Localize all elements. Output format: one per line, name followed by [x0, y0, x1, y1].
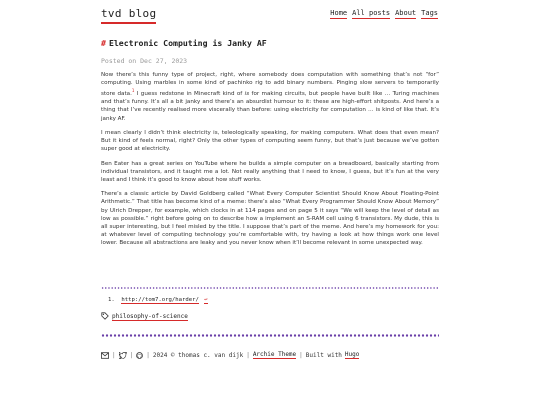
paragraph-1 — [101, 71, 439, 123]
paragraph-3: Ben Eater has a great series on YouTube where he builds a simple computer on a breadboard, basically starting from individual transistors, and it taught me a lot. Not really anything that I need to know, I guess, but it’s fun at the very least and I think it’s good to know about how stuff works. — [101, 160, 439, 183]
footer-separator: | — [129, 351, 134, 359]
post-tags — [101, 312, 188, 322]
paragraph-4: There’s a classic article by David Goldberg called “What Every Computer Scientist Should Know About Floating-Point Arithmetic.” That title has become kind of a meme: there’s also “What Every Programmer Should Know About Memory” by Ulrich Drepper, for example, which clocks in at 114 pages and on page 5 it says “We will keep the level of detail as low as possible.” right before going on to describe how a implement an S-RAM cell using 6 transistors. My dude, this is all super interesting, but I feel misled by the title. I suppose that’s part of the meme. And here’s my homework for you: at whatever level of computing technology you’re comfortable with, try having a look at how things work one level lower. Because all abstractions are leaky and you never know when it’ll become relevant in some unexpected way. — [101, 191, 439, 247]
post-content — [101, 71, 439, 254]
theme-link[interactable]: Archie Theme — [252, 351, 297, 358]
paragraph-1-text-b: I guess redstone in Minecraft kind of — [134, 91, 245, 98]
hugo-link[interactable]: Hugo — [344, 351, 360, 358]
nav-about-link[interactable]: About — [395, 9, 417, 17]
footnote-number: 1. — [108, 297, 115, 303]
paragraph-1-text-a: Now there’s this funny type of project, right, where somebody does computation with something that’s not “for” computing. Using marbles in some kind of pachinko rig to add binary numbers. Pinging slow servers to temporarily store data. — [101, 72, 439, 98]
nav-tags-link[interactable]: Tags — [421, 9, 438, 17]
paragraph-2-text-b: making computers. What does that even mean? But it kind of feels normal, right? Only the other types of computing seem funny, but that’s just because we’ve gotten super good at electricity. — [101, 129, 439, 153]
twitter-icon[interactable] — [119, 352, 127, 359]
post-title — [101, 38, 267, 48]
paragraph-1-emphasis: is — [244, 91, 250, 98]
footnotes-divider — [101, 287, 439, 289]
title-hash: # — [101, 38, 106, 48]
email-icon[interactable] — [101, 352, 109, 359]
footnotes — [108, 297, 208, 303]
paragraph-1-text-c: for making circuits, but people have built like … Turing machines and that’s funny. It’s all a bit janky and there’s an absurdist humour to it: these are high-effort shitposts. And here’s a thing that I’ve recently realised more viscerally than before: using electricity for computation … is kind of like that. It’s janky AF. — [101, 91, 439, 122]
post-date: Posted on Dec 27, 2023 — [101, 57, 188, 65]
copyright-text: 2024 © thomas c. van dijk — [152, 351, 244, 359]
post-title-text: Electronic Computing is Janky AF — [108, 38, 267, 48]
built-with-text: Built with — [305, 351, 342, 359]
footer — [101, 351, 359, 359]
footnote-link[interactable]: http://tom7.org/harder/ — [121, 297, 199, 303]
footer-separator: | — [112, 351, 116, 359]
footer-separator: | — [246, 351, 250, 359]
footnote-ref-1[interactable]: 1 — [131, 88, 135, 94]
tag-link[interactable]: philosophy-of-science — [112, 313, 188, 320]
footnote-backref-link[interactable]: ↩ — [204, 297, 208, 303]
tag-icon — [101, 312, 109, 322]
paragraph-2 — [101, 129, 439, 153]
nav-all-posts-link[interactable]: All posts — [352, 9, 391, 17]
main-nav — [330, 9, 438, 19]
nav-home-link[interactable]: Home — [330, 9, 348, 17]
github-icon[interactable] — [136, 352, 143, 359]
paragraph-2-emphasis: for — [290, 129, 299, 136]
paragraph-2-text-a: I mean clearly I didn’t think electricity is, teleologically speaking, — [101, 129, 291, 136]
footer-divider — [101, 334, 439, 337]
site-title-link[interactable]: tvd blog — [101, 7, 156, 24]
footer-separator: | — [146, 351, 150, 359]
footer-separator: | — [299, 351, 303, 359]
